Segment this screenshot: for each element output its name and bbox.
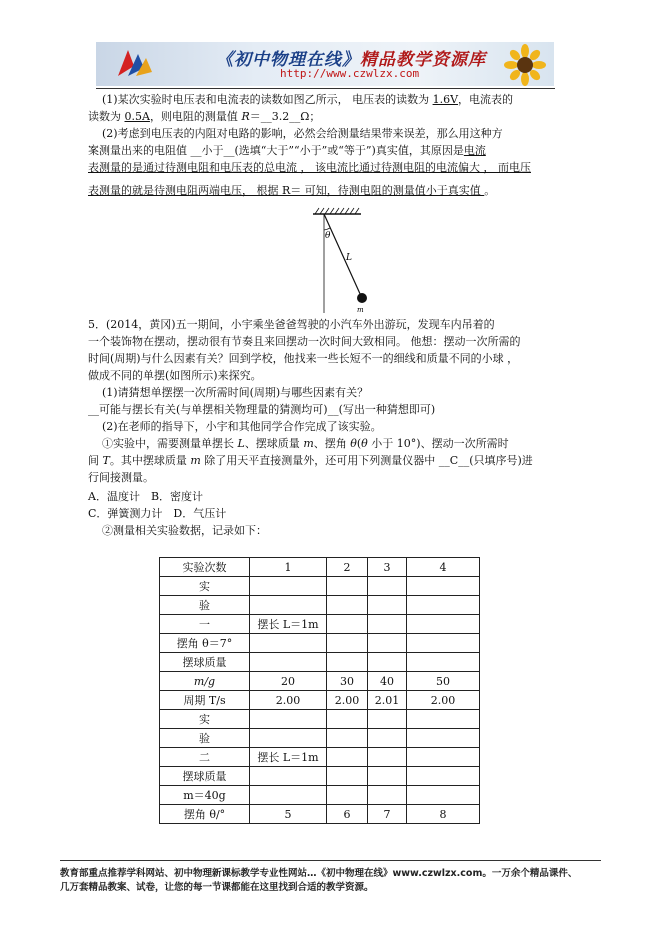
angle-label: θ — [325, 231, 331, 241]
q5-line3: 时间(周期)与什么因素有关？回到学校，他找来一些长短不一的细线和质量不同的小球 ， — [88, 352, 519, 365]
table-row — [160, 786, 480, 805]
q4-line5: 表测量的是通过待测电阻和电压表的总电流 ， 该电流比通过待测电阻的电流偏大 ， 而电压 — [88, 161, 531, 174]
table-row — [160, 710, 480, 729]
table-cell: 周期 T/s — [160, 691, 250, 710]
table-row — [160, 577, 480, 596]
table-cell: 一 — [160, 615, 250, 634]
table-cell: 4 — [407, 558, 480, 577]
table-cell: 8 — [407, 805, 480, 824]
footer-rule — [60, 860, 601, 861]
q5-line6: __可能与摆长有关(与单摆相关物理量的猜测均可)__(写出一种猜想即可) — [88, 403, 436, 416]
table-cell: 摆球质量 — [160, 653, 250, 672]
table-cell: 50 — [407, 672, 480, 691]
table-row — [160, 691, 480, 710]
q4-line2: 读数为 0.5A，则电阻的测量值 R＝__3.2__Ω； — [88, 110, 321, 123]
table-cell: 实 — [160, 710, 250, 729]
q5-line4: 做成不同的单摆(如图所示)来探究。 — [88, 369, 262, 382]
q4-line6: 表测量的就是待测电阻两端电压， 根据 R＝ 可知，待测电阻的测量值小于真实值 。 — [88, 184, 496, 197]
table-row — [160, 748, 480, 767]
table-cell: 6 — [327, 805, 368, 824]
table-cell: 验 — [160, 596, 250, 615]
table-cell: 2 — [327, 558, 368, 577]
q5-options-ab: A．温度计 B．密度计 — [88, 490, 204, 503]
table-row — [160, 615, 480, 634]
table-cell: 2.00 — [327, 691, 368, 710]
angle-arc — [324, 228, 330, 230]
pendulum-string — [324, 214, 361, 296]
q5-line2: 一个装饰物在摆动，摆动很有节奏且来回摆动一次时间大致相同。 他想：摆动一次所需的 — [88, 335, 521, 348]
table-cell: 验 — [160, 729, 250, 748]
table-cell: 3 — [368, 558, 407, 577]
table-cell: 摆角 θ/° — [160, 805, 250, 824]
header-rule — [96, 88, 555, 89]
table-cell: m/g — [160, 672, 250, 691]
table-cell: 摆球质量 — [160, 767, 250, 786]
table-cell: m＝40g — [160, 786, 250, 805]
q5-options-cd: C．弹簧测力计 D．气压计 — [88, 507, 227, 520]
banner-title: 《初中物理在线》精品教学资源库 — [216, 50, 486, 70]
table-cell: 摆长 L＝1m — [250, 615, 327, 634]
table-cell: 30 — [327, 672, 368, 691]
table-cell: 摆角 θ＝7° — [160, 634, 250, 653]
table-cell: 1 — [250, 558, 327, 577]
q4-line3: (2)考虑到电压表的内阻对电路的影响，必然会给测量结果带来误差，那么用这种方 — [102, 127, 503, 140]
q5-line9: 间 T。其中摆球质量 m 除了用天平直接测量外，还可用下列测量仪器中 __C__(只填序号)进 — [88, 454, 533, 467]
table-cell: 7 — [368, 805, 407, 824]
table-row — [160, 805, 480, 824]
table-cell: 40 — [368, 672, 407, 691]
table-row — [160, 653, 480, 672]
q4-line1: (1)某次实验时电压表和电流表的读数如图乙所示， 电压表的读数为 1.6V，电流表的 — [102, 93, 514, 106]
table-row — [160, 767, 480, 786]
sunflower-icon — [502, 44, 548, 86]
table-cell: 实 — [160, 577, 250, 596]
table-cell: 2.00 — [407, 691, 480, 710]
q5-line10: 行间接测量。 — [88, 471, 154, 484]
header-banner — [96, 42, 554, 86]
ceiling-support — [313, 208, 361, 214]
q5-line5: (1)请猜想单摆摆一次所需时间(周期)与哪些因素有关？ — [102, 386, 369, 399]
q5-line8: ①实验中，需要测量单摆长 L、摆球质量 m、摆角 θ(θ 小于 10°)、摆动一次所需时 — [102, 437, 509, 450]
q5-line1: 5．(2014，黄冈)五一期间，小宇乘坐爸爸驾驶的小汽车外出游玩，发现车内吊着的 — [88, 318, 495, 331]
table-row — [160, 596, 480, 615]
table-row — [160, 672, 480, 691]
table-header-row — [160, 558, 480, 577]
table-cell: 20 — [250, 672, 327, 691]
table-cell: 实验次数 — [160, 558, 250, 577]
length-label: L — [346, 253, 352, 263]
table-cell: 二 — [160, 748, 250, 767]
banner-url[interactable]: http://www.czwlzx.com — [280, 67, 420, 80]
site-logo-icon — [114, 46, 154, 82]
pendulum-bob — [357, 293, 367, 303]
table-cell: 5 — [250, 805, 327, 824]
experiment-table — [159, 557, 480, 824]
q4-line4: 案测量出来的电阻值 __小于__(选填“大于”“小于”或“等于”)真实值，其原因是电流 — [88, 144, 486, 157]
table-row — [160, 729, 480, 748]
table-cell: 2.01 — [368, 691, 407, 710]
q5-line7: (2)在老师的指导下，小宇和其他同学合作完成了该实验。 — [102, 420, 382, 433]
footer-line2: 几万套精品教案、试卷，让您的每一节课都能在这里找到合适的教学资源。 — [60, 882, 374, 893]
pendulum-diagram — [305, 200, 385, 315]
table-row — [160, 634, 480, 653]
mass-label: m — [357, 306, 364, 314]
table-cell: 摆长 L＝1m — [250, 748, 327, 767]
table-cell: 2.00 — [250, 691, 327, 710]
footer-line1: 教育部重点推荐学科网站、初中物理新课标教学专业性网站…《初中物理在线》www.czwlzx.com。一万余个精品课件、 — [60, 868, 578, 879]
q5-line11: ②测量相关实验数据，记录如下： — [102, 524, 267, 537]
